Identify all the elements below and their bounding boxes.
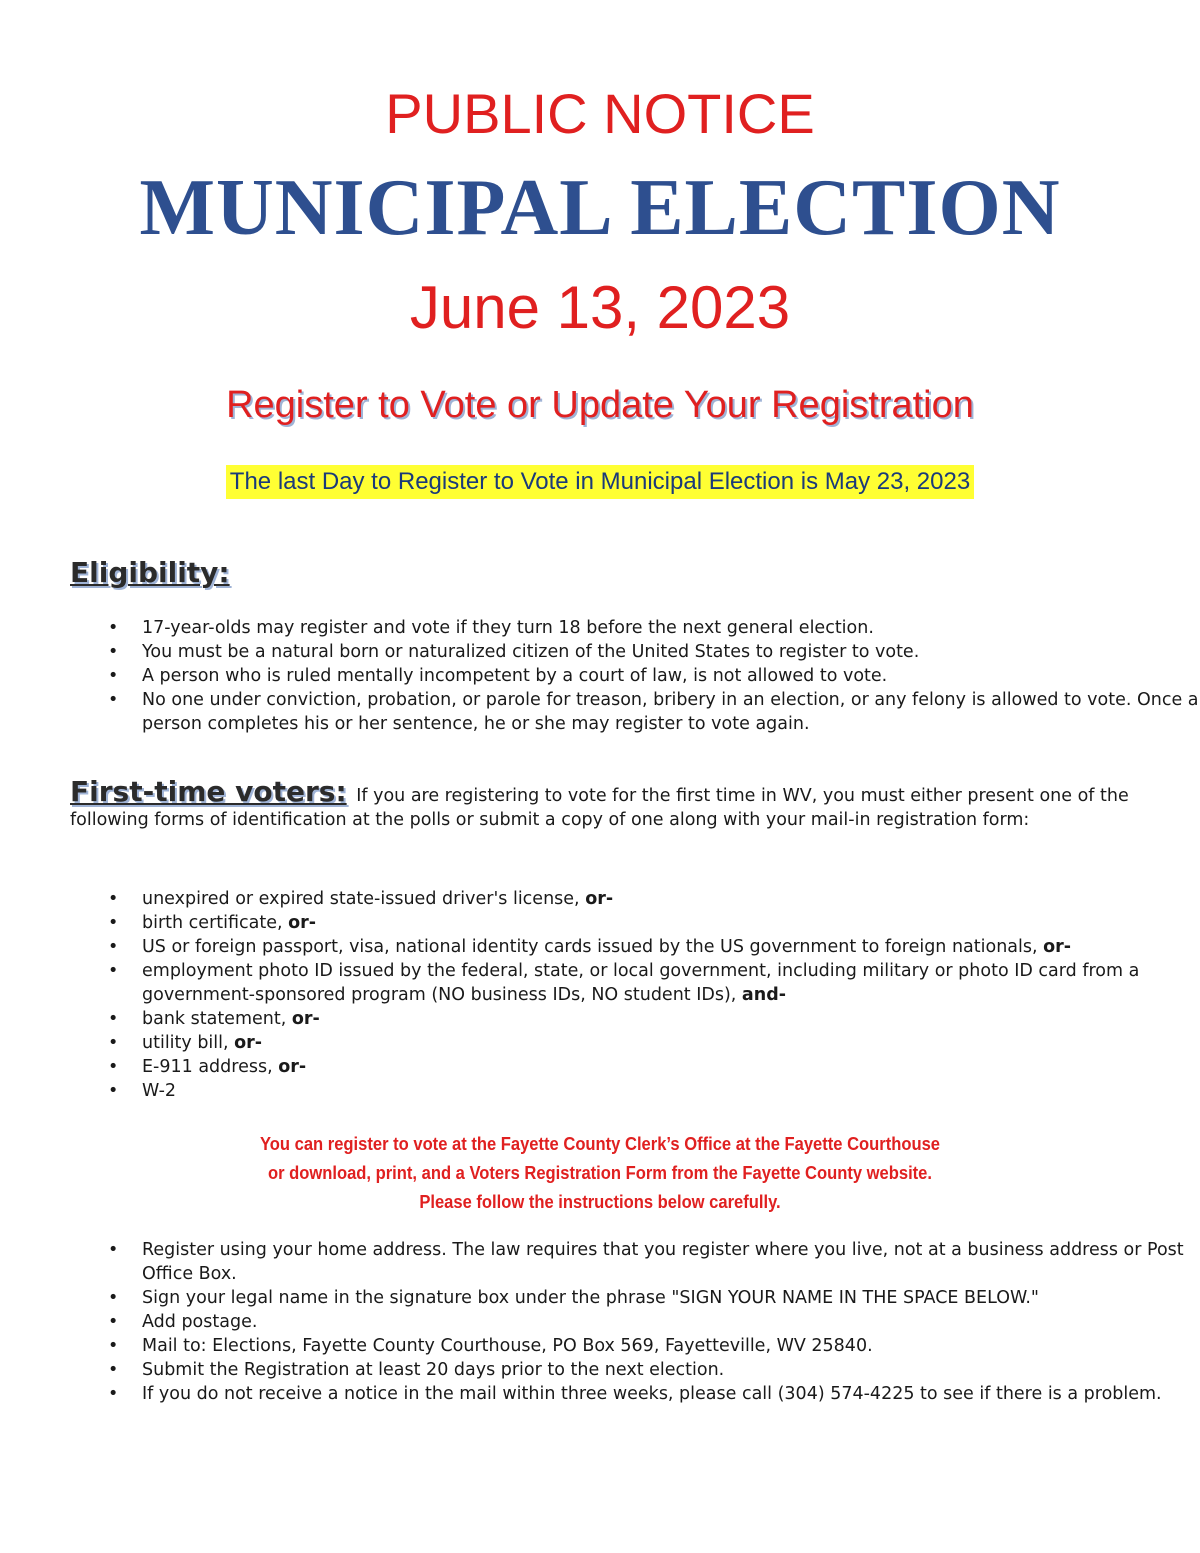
list-item	[142, 911, 1142, 935]
list-item: • Add postage.	[142, 1310, 1200, 1334]
list-item: • 17-year-olds may register and vote if they turn 18 before the next general election.	[142, 616, 1200, 640]
list-item	[142, 935, 1142, 959]
instruction-line: You can register to vote at the Fayette County Clerk’s Office at the Fayette Courthouse	[259, 1134, 941, 1154]
id-form-text: US or foreign passport, visa, national identity cards issued by the US government to foreign nationals,	[142, 937, 1044, 957]
instruction-line: Please follow the instructions below carefully.	[419, 1192, 781, 1212]
list-item: • No one under conviction, probation, or parole for treason, bribery in an election, or any felony is allowed to vote. Once a person completes his or her sentence, he or she may register to vote again.	[142, 688, 1200, 736]
id-forms-list	[70, 887, 1142, 1103]
registration-deadline: The last Day to Register to Vote in Municipal Election is May 23, 2023	[226, 465, 974, 499]
list-item	[142, 1079, 1142, 1103]
id-form-text: bank statement,	[142, 1009, 292, 1029]
list-item	[142, 959, 1142, 1007]
list-item: • If you do not receive a notice in the mail within three weeks, please call (304) 574-4225 to see if there is a problem.	[142, 1382, 1200, 1406]
id-form-connector: or-	[234, 1033, 263, 1053]
id-form-connector: or-	[291, 1009, 320, 1029]
id-form-text: E-911 address,	[142, 1057, 279, 1077]
list-item: • A person who is ruled mentally incompetent by a court of law, is not allowed to vote.	[142, 664, 1200, 688]
list-item: • Mail to: Elections, Fayette County Courthouse, PO Box 569, Fayetteville, WV 25840.	[142, 1334, 1200, 1358]
election-date: June 13, 2023	[409, 274, 791, 341]
list-item	[142, 1055, 1142, 1079]
list-item: • You must be a natural born or naturalized citizen of the United States to register to vote.	[142, 640, 1200, 664]
eligibility-list	[70, 616, 1200, 736]
id-form-connector: and-	[741, 985, 786, 1005]
first-time-voters-text: If you are registering to vote for the first time in WV, you must either present one of the following forms of identification at the polls or submit a copy of one along with your mail-in registration form:	[70, 786, 1129, 830]
registration-steps-list	[70, 1238, 1200, 1406]
municipal-election-title: MUNICIPAL ELECTION	[139, 164, 1061, 252]
eligibility-heading: Eligibility:	[70, 556, 230, 589]
id-form-connector: or-	[1043, 937, 1072, 957]
public-notice-title: PUBLIC NOTICE	[385, 82, 815, 145]
registration-instructions	[48, 1130, 1152, 1217]
list-item: • Submit the Registration at least 20 days prior to the next election.	[142, 1358, 1200, 1382]
list-item: • Register using your home address. The law requires that you register where you live, not at a business address or Post Office Box.	[142, 1238, 1200, 1286]
deadline-banner	[0, 465, 1200, 499]
id-form-text: W-2	[142, 1081, 177, 1101]
list-item: • Sign your legal name in the signature box under the phrase "SIGN YOUR NAME IN THE SPACE BELOW."	[142, 1286, 1200, 1310]
id-form-text: unexpired or expired state-issued driver's license,	[142, 889, 586, 909]
instruction-line: or download, print, and a Voters Registration Form from the Fayette County website.	[267, 1163, 933, 1183]
first-time-voters-heading: First-time voters:	[70, 775, 347, 808]
id-form-text: birth certificate,	[142, 913, 289, 933]
register-heading: Register to Vote or Update Your Registration	[226, 384, 974, 426]
id-form-connector: or-	[585, 889, 614, 909]
list-item	[142, 1031, 1142, 1055]
id-form-connector: or-	[278, 1057, 307, 1077]
id-form-text: employment photo ID issued by the federal, state, or local government, including military or photo ID card from a government-sponsored program (NO business IDs, NO student IDs),	[142, 961, 1140, 1005]
first-time-voters-paragraph	[70, 775, 1130, 832]
list-item	[142, 887, 1142, 911]
id-form-connector: or-	[288, 913, 317, 933]
id-form-text: utility bill,	[142, 1033, 235, 1053]
list-item	[142, 1007, 1142, 1031]
